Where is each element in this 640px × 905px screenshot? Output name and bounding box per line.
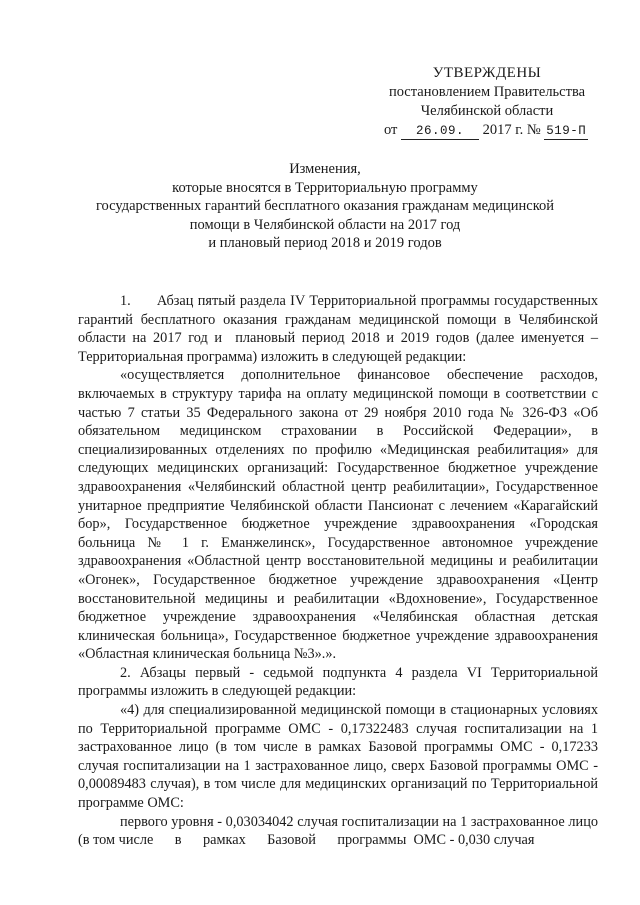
document-heading: [70, 160, 580, 253]
approval-block: [372, 64, 602, 140]
approval-number: 519-П: [546, 124, 587, 138]
approval-line-region: Челябинской области: [420, 103, 554, 119]
approval-date-line: [372, 121, 602, 140]
document-body: [78, 292, 602, 850]
heading-line-1: Изменения,: [289, 161, 361, 177]
approval-date: 26.09.: [401, 124, 479, 140]
approval-prefix: от: [384, 122, 398, 138]
paragraph-5: первого уровня - 0,03034042 случая госпитализации на 1 застрахованное лицо (в том числе в рамках Базовой программы ОМС - 0,030 случая: [78, 813, 602, 849]
approval-year: 2017 г. №: [482, 122, 541, 138]
paragraph-2: «осуществляется дополнительное финансовое обеспечение расходов, включаемых в структуру тарифа на оплату медицинской помощи в соответствии с частью 7 статьи 35 Федерального закона от 29 ноября 2010 года № 326-ФЗ «Об обязательном медицинском страховании в Российской Федерации», в специализированных отделениях по профилю «Медицинская реабилитация» для следующих медицинских организаций: Государственное бюджетное учреждение здравоохранения «Челябинский областной центр реабилитации», Государственное унитарное предприятие Челябинской области Пансионат с лечением «Карагайский бор», Государственное бюджетное учреждение здравоохранения «Городская больница № 1 г. Еманжелинск», Государственное автономное учреждение здравоохранения «Областной центр восстановительной медицины и реабилитации «Огонек», Государственное бюджетное учреждение здравоохранения «Центр восстановительной медицины и реабилитации «Вдохновение», Государственное бюджетное учреждение здравоохранения «Челябинская областная детская клиническая больница», Государственное бюджетное учреждение здравоохранения «Областная клиническая больница №3».».: [78, 367, 598, 663]
paragraph-4: «4) для специализированной медицинской помощи в стационарных условиях по Территориальной программе ОМС - 0,17322483 случая госпитализации на 1 застрахованное лицо (в том числе в рамках Базовой программы ОМС - 0,17233 случая госпитализации на 1 застрахованное лицо, сверх Базовой программы ОМС - 0,00089483 случая), в том числе для медицинских организаций по Территориальной программе ОМС:: [78, 702, 598, 812]
heading-line-5: и плановый период 2018 и 2019 годов: [208, 235, 442, 251]
paragraph-1: 1. Абзац пятый раздела IV Территориальной программы государственных гарантий бесплатного оказания гражданам медицинской помощи в Челябинской области на 2017 год и плановый период 2018 и 2019 годов (далее именуется – Территориальная программа) изложить в следующей редакции:: [78, 293, 602, 365]
approval-line-authority: постановлением Правительства: [388, 84, 586, 100]
heading-line-2: которые вносятся в Территориальную программу: [172, 179, 478, 196]
heading-line-3: государственных гарантий бесплатного оказания гражданам медицинской: [95, 198, 555, 214]
heading-line-4: помощи в Челябинской области на 2017 год: [189, 216, 461, 233]
approval-title: УТВЕРЖДЕНЫ: [432, 65, 542, 81]
paragraph-3: 2. Абзацы первый - седьмой подпункта 4 раздела VI Территориальной программы изложить в следующей редакции:: [78, 664, 598, 700]
